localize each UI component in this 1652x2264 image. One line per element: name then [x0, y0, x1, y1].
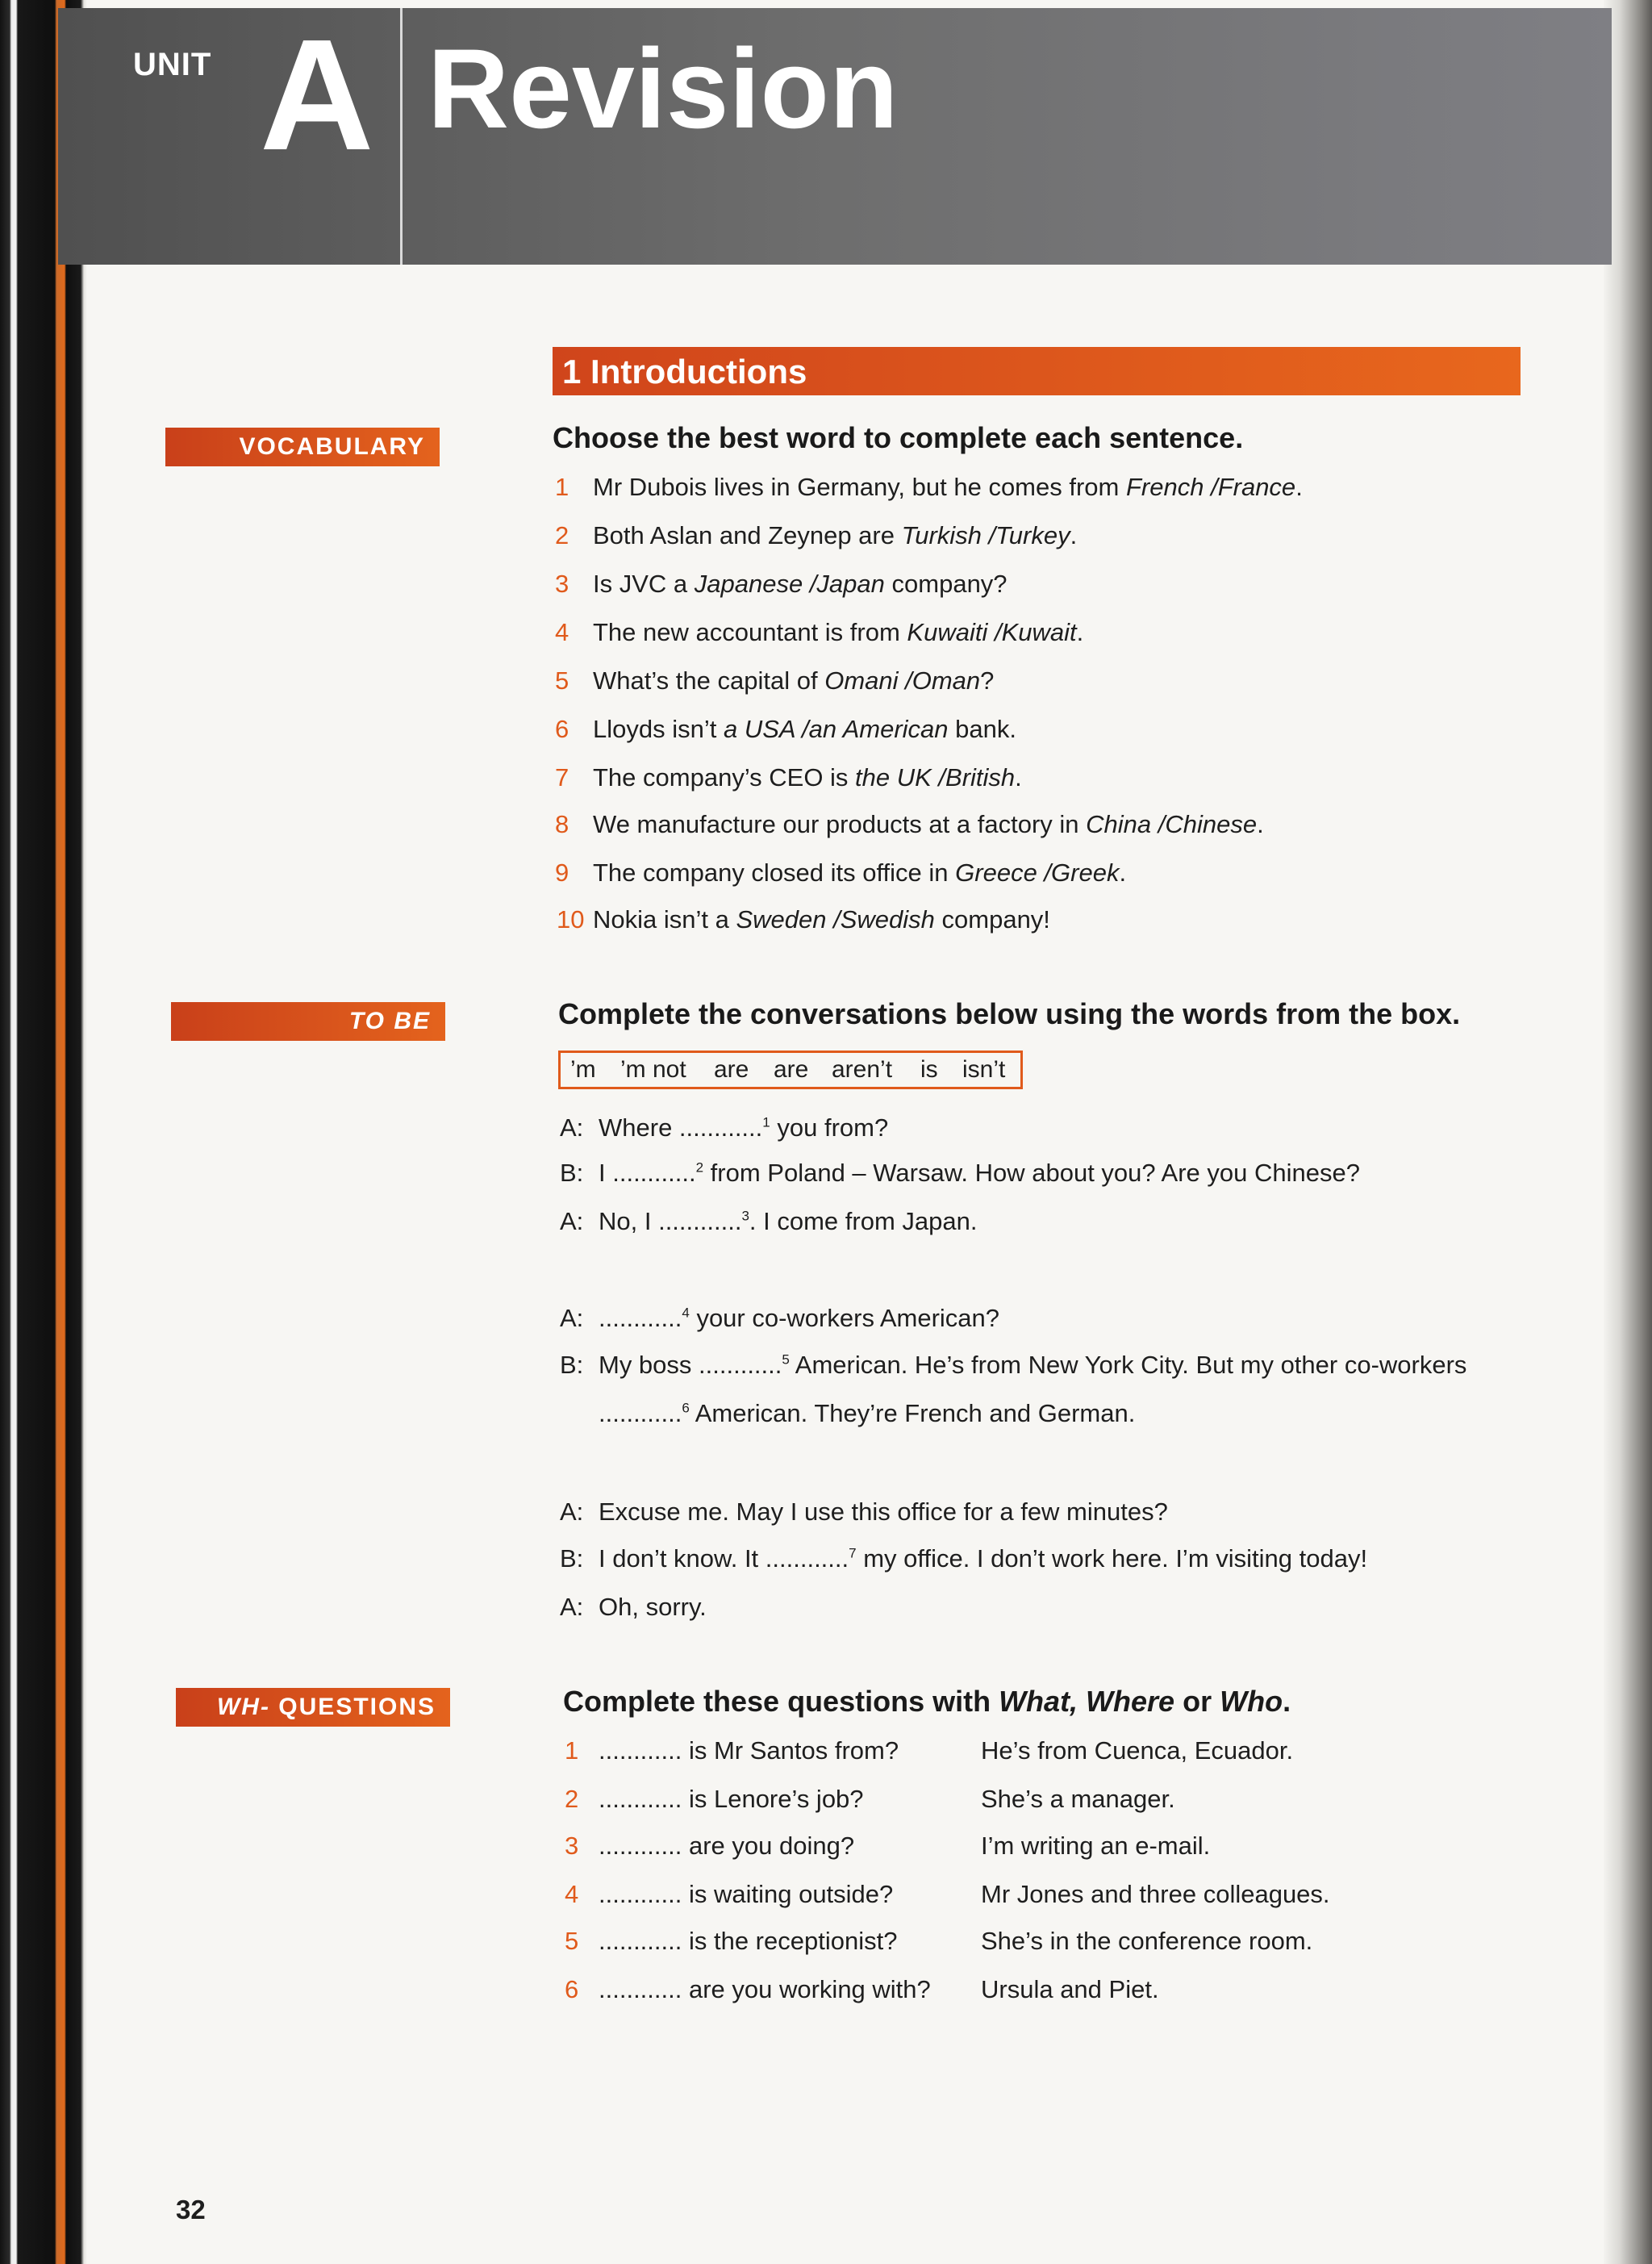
vocab-item: Both Aslan and Zeynep are Turkish /Turkey.: [593, 521, 1078, 549]
speaker-label: B:: [560, 1159, 584, 1187]
blank-number: 6: [682, 1400, 690, 1416]
conversation-text: Oh, sorry.: [599, 1593, 707, 1621]
blank-number: 3: [741, 1208, 749, 1224]
conversation-text: Excuse me. May I use this office for a few minutes?: [599, 1497, 1168, 1526]
answer-text: Ursula and Piet.: [981, 1975, 1159, 2003]
vocab-option[interactable]: Japanese /Japan: [694, 570, 885, 598]
unit-title: Revision: [428, 25, 899, 152]
speaker-label: A:: [560, 1593, 584, 1621]
answer-text: Mr Jones and three colleagues.: [981, 1880, 1330, 1908]
question-text: ............ is waiting outside?: [599, 1880, 894, 1908]
vocab-option[interactable]: Kuwaiti /Kuwait: [907, 618, 1077, 646]
vocab-item-number: 10: [557, 905, 585, 934]
vocab-item-number: 4: [555, 618, 569, 646]
word-box-item: ’m not: [620, 1056, 686, 1083]
question-text: ............ are you doing?: [599, 1832, 855, 1860]
vocab-option[interactable]: Turkish /Turkey: [901, 521, 1070, 549]
vocab-item-number: 6: [555, 715, 569, 743]
conversation-text: ............$^4$ your co-workers American?: [599, 1304, 1000, 1332]
speaker-label: A:: [560, 1497, 584, 1526]
vocab-item-number: 3: [555, 570, 569, 598]
vocab-option[interactable]: a USA /an American: [723, 715, 949, 743]
conversation-text: No, I ............$^3$. I come from Japan.: [599, 1207, 978, 1235]
header-divider: [400, 8, 403, 265]
conversation-text: Where ............$^1$ you from?: [599, 1113, 889, 1142]
vocab-item-number: 1: [555, 473, 569, 501]
word-box-item: are: [774, 1056, 809, 1083]
word-box-item: isn’t: [962, 1056, 1006, 1083]
vocab-item: Lloyds isn’t a USA /an American bank.: [593, 715, 1016, 743]
vocab-item-number: 5: [555, 666, 569, 695]
vocab-option[interactable]: China /Chinese: [1086, 810, 1258, 838]
conversation-text: ............$^6$ American. They’re French and German.: [599, 1399, 1136, 1427]
vocab-item: The company closed its office in Greece /Greek.: [593, 858, 1127, 887]
answer-text: He’s from Cuenca, Ecuador.: [981, 1736, 1294, 1765]
unit-label: UNIT: [133, 47, 212, 82]
question-text: ............ is Mr Santos from?: [599, 1736, 899, 1765]
blank-number: 2: [695, 1159, 704, 1176]
word-box: [558, 1051, 1023, 1089]
wh-questions-label: WH- QUESTIONS: [176, 1688, 450, 1727]
vocab-option[interactable]: Sweden /Swedish: [736, 905, 935, 934]
word-box-item: ’m: [570, 1056, 596, 1083]
conversation-text: My boss ............$^5$ American. He’s from New York City. But my other co-workers: [599, 1351, 1467, 1379]
answer-text: I’m writing an e-mail.: [981, 1832, 1211, 1860]
speaker-label: A:: [560, 1113, 584, 1142]
vocab-item: Is JVC a Japanese /Japan company?: [593, 570, 1007, 598]
vocab-item: What’s the capital of Omani /Oman?: [593, 666, 995, 695]
question-text: ............ are you working with?: [599, 1975, 931, 2003]
book-binding: [0, 0, 87, 2264]
blank-number: 5: [782, 1351, 790, 1368]
blank-number: 1: [762, 1114, 770, 1130]
speaker-label: B:: [560, 1351, 584, 1379]
question-number: 3: [565, 1832, 579, 1860]
vocab-item-number: 7: [555, 763, 569, 792]
vocab-option[interactable]: Greece /Greek: [955, 858, 1120, 887]
to-be-instruction: Complete the conversations below using the words from the box.: [558, 997, 1461, 1030]
vocab-option[interactable]: French /France: [1125, 473, 1296, 501]
blank-number: 7: [849, 1545, 857, 1561]
speaker-label: A:: [560, 1304, 584, 1332]
vocab-option[interactable]: Omani /Oman: [824, 666, 981, 695]
vocab-item: The new accountant is from Kuwaiti /Kuwait.: [593, 618, 1084, 646]
vocab-item: Nokia isn’t a Sweden /Swedish company!: [593, 905, 1050, 934]
question-number: 4: [565, 1880, 579, 1908]
question-number: 1: [565, 1736, 579, 1765]
vocabulary-instruction: Choose the best word to complete each sentence.: [553, 421, 1244, 454]
conversation-text: I ............$^2$ from Poland – Warsaw. How about you? Are you Chinese?: [599, 1159, 1360, 1187]
vocab-option[interactable]: the UK /British: [855, 763, 1016, 792]
vocab-item-number: 9: [555, 858, 569, 887]
speaker-label: A:: [560, 1207, 584, 1235]
wh-questions-instruction: Complete these questions with What, Where or Who.: [563, 1685, 1291, 1718]
vocab-item-number: 8: [555, 810, 569, 838]
vocab-item: The company’s CEO is the UK /British.: [593, 763, 1022, 792]
speaker-label: B:: [560, 1544, 584, 1573]
word-box-item: aren’t: [832, 1056, 893, 1083]
answer-text: She’s in the conference room.: [981, 1927, 1313, 1955]
vocab-item: We manufacture our products at a factory in China /Chinese.: [593, 810, 1264, 838]
question-number: 6: [565, 1975, 579, 2003]
to-be-label: TO BE: [171, 1002, 445, 1041]
word-box-item: are: [714, 1056, 749, 1083]
page-number: 32: [176, 2195, 206, 2224]
question-number: 5: [565, 1927, 579, 1955]
word-box-item: is: [920, 1056, 938, 1083]
vocabulary-label: VOCABULARY: [165, 428, 440, 466]
unit-letter: A: [260, 6, 374, 183]
question-number: 2: [565, 1785, 579, 1813]
page-edge-shadow: [1604, 0, 1652, 2264]
vocab-item-number: 2: [555, 521, 569, 549]
vocab-item: Mr Dubois lives in Germany, but he comes from French /France.: [593, 473, 1303, 501]
section-title: 1 Introductions: [562, 353, 807, 391]
question-text: ............ is Lenore’s job?: [599, 1785, 864, 1813]
answer-text: She’s a manager.: [981, 1785, 1175, 1813]
conversation-text: I don’t know. It ............$^7$ my office. I don’t work here. I’m visiting today!: [599, 1544, 1368, 1573]
blank-number: 4: [682, 1305, 690, 1321]
question-text: ............ is the receptionist?: [599, 1927, 898, 1955]
